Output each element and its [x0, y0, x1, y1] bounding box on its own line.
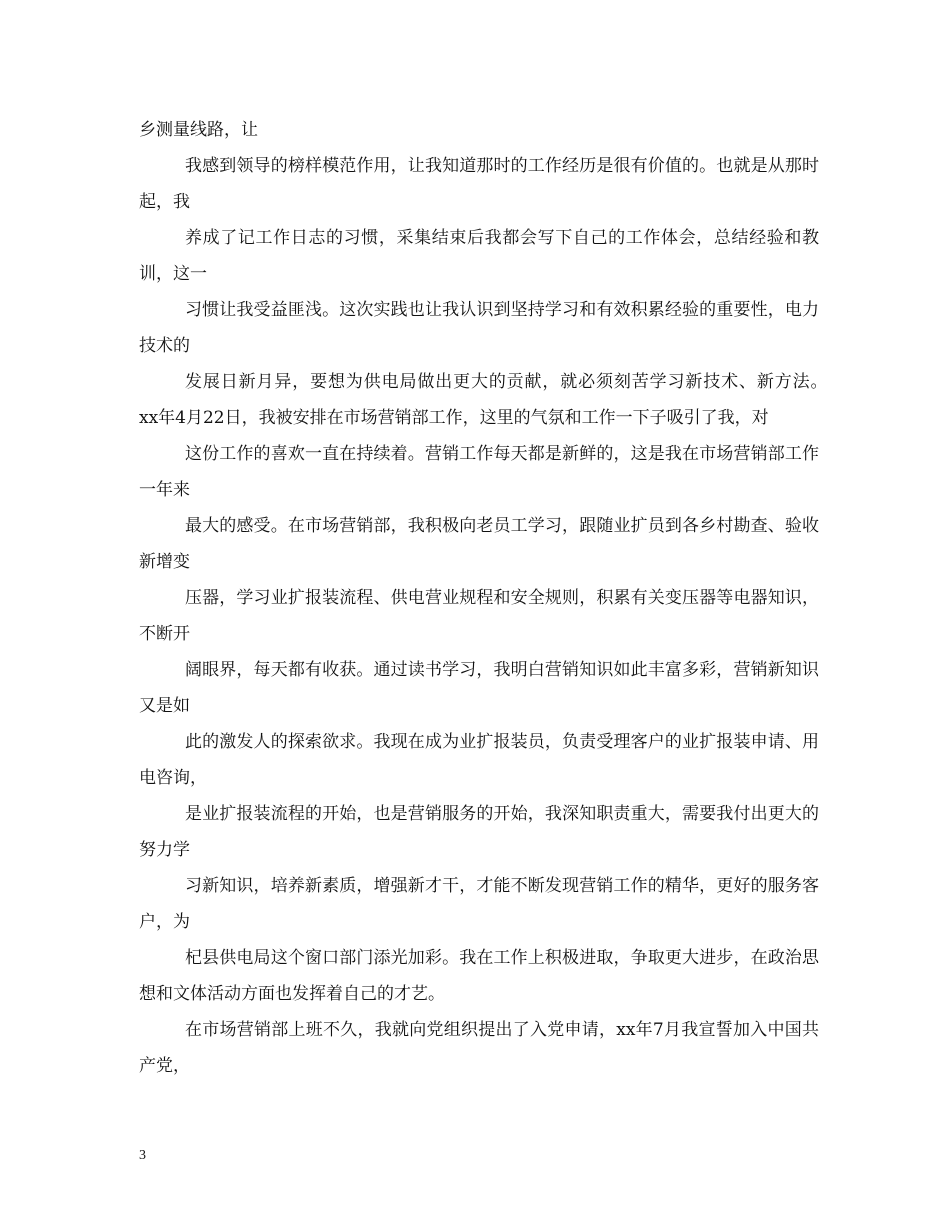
paragraph-1: 乡测量线路，让	[139, 120, 258, 140]
paragraph-12: 习新知识，培养新素质，增强新才干，才能不断发现营销工作的精华，更好的服务客户，为	[139, 876, 819, 932]
paragraph-2: 我感到领导的榜样模范作用，让我知道那时的工作经历是很有价值的。也就是从那时起，我	[139, 156, 819, 212]
paragraph-8: 压器，学习业扩报装流程、供电营业规程和安全规则，积累有关变压器等电器知识，不断开	[139, 588, 819, 644]
paragraph-10: 此的激发人的探索欲求。我现在成为业扩报装员，负责受理客户的业扩报装申请、用电咨询，	[139, 732, 819, 788]
paragraph-6: 这份工作的喜欢一直在持续着。营销工作每天都是新鲜的，这是我在市场营销部工作一年来	[139, 444, 819, 500]
paragraph-7: 最大的感受。在市场营销部，我积极向老员工学习，跟随业扩员到各乡村勘查、验收新增变	[139, 516, 819, 572]
paragraph-3: 养成了记工作日志的习惯，采集结束后我都会写下自己的工作体会，总结经验和教训，这一	[139, 228, 819, 284]
paragraph-4: 习惯让我受益匪浅。这次实践也让我认识到坚持学习和有效积累经验的重要性，电力技术的	[139, 300, 819, 356]
paragraph-11: 是业扩报装流程的开始，也是营销服务的开始，我深知职责重大，需要我付出更大的努力学	[139, 804, 819, 860]
paragraph-14: 在市场营销部上班不久，我就向党组织提出了入党申请，xx年7月我宣誓加入中国共产党，	[139, 1020, 819, 1076]
paragraph-5: 发展日新月异，要想为供电局做出更大的贡献，就必须刻苦学习新技术、新方法。 xx年4月22日，我被安排在市场营销部工作，这里的气氛和工作一下子吸引了我，对	[139, 372, 836, 428]
document-body	[139, 112, 836, 1084]
paragraph-9: 阔眼界，每天都有收获。通过读书学习，我明白营销知识如此丰富多彩，营销新知识又是如	[139, 660, 819, 716]
paragraph-13: 杞县供电局这个窗口部门添光加彩。我在工作上积极进取，争取更大进步，在政治思想和文体活动方面也发挥着自己的才艺。	[139, 948, 819, 1004]
page-number: 3	[139, 1148, 146, 1163]
